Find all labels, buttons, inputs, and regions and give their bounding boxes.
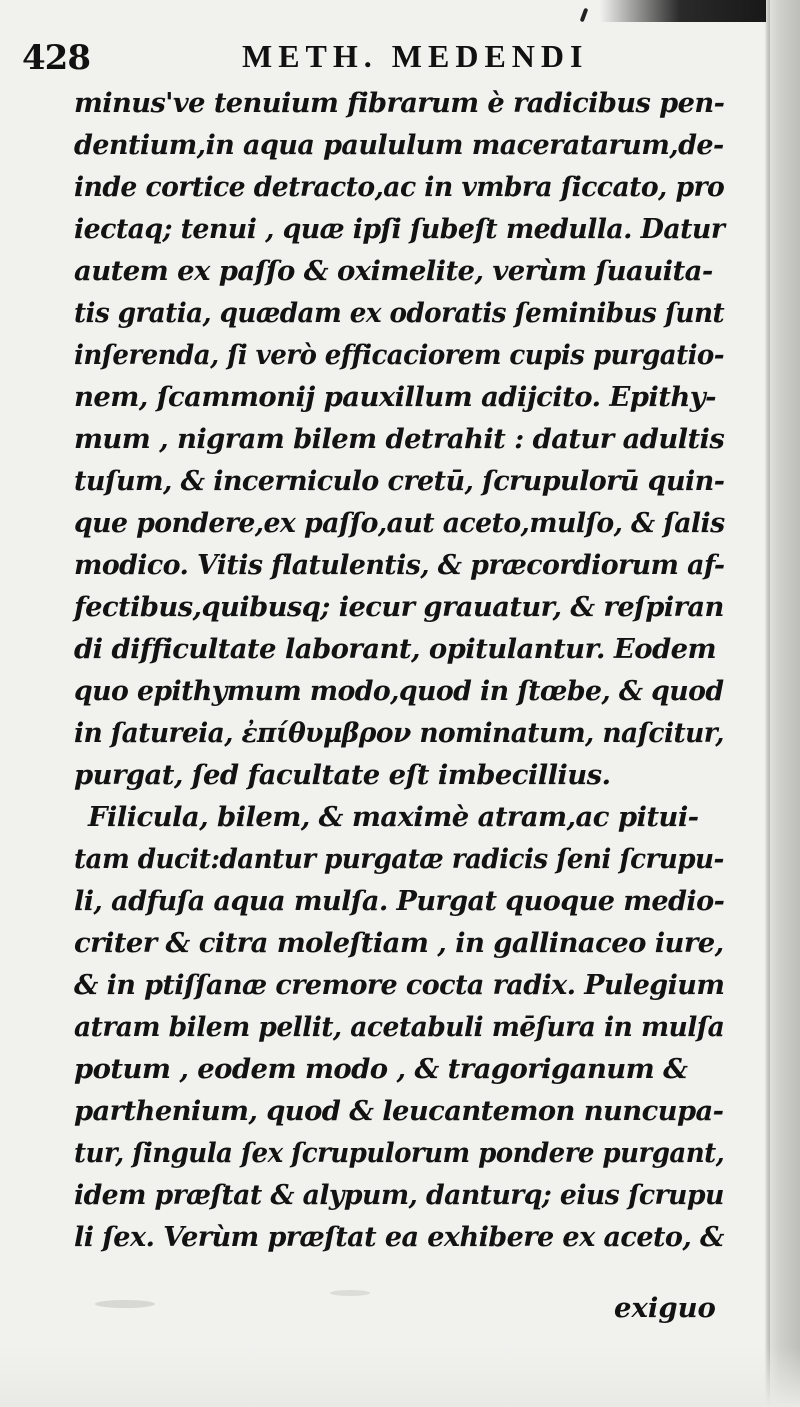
text-line: tam ducit:dantur purgatæ radicis ſeni ſcrupu-	[74, 843, 724, 875]
text-line: criter & citra moleſtiam , in gallinaceo iure,	[74, 927, 724, 959]
page-header	[22, 32, 722, 82]
scan-edge-right	[766, 0, 800, 1407]
page-number: 428	[22, 38, 90, 78]
running-head: METH. MEDENDI	[242, 38, 589, 74]
text-line: minus've tenuium fibrarum è radicibus pen-	[74, 87, 725, 119]
text-line: purgat, ſed facultate eſt imbecillius.	[74, 759, 611, 791]
text-line: autem ex paſſo & oximelite, verùm ſuauita-	[74, 255, 713, 287]
text-line: li, adfuſa aqua mulſa. Purgat quoque medio-	[74, 885, 725, 917]
paragraph-start-line: Filicula, bilem, & maximè atram,ac pitui-	[88, 801, 699, 833]
text-line: li ſex. Verùm præſtat ea exhibere ex aceto, &	[74, 1221, 724, 1253]
text-line: dentium,in aqua paululum maceratarum,de-	[74, 129, 724, 161]
text-line: tis gratia, quædam ex odoratis ſeminibus ſunt	[74, 297, 725, 329]
paper-speck	[95, 1300, 155, 1308]
text-line: di difficultate laborant, opitulantur. Eodem	[74, 633, 717, 665]
paper-speck	[330, 1290, 370, 1296]
scan-edge-shadow	[764, 0, 770, 1407]
text-line: atram bilem pellit, acetabuli mēſura in mulſa	[74, 1011, 725, 1043]
text-line: nem, ſcammonij pauxillum adijcito. Epithy-	[74, 381, 716, 413]
text-line: modico. Vitis flatulentis, & præcordiorum af-	[74, 549, 725, 581]
text-line: tur, ſingula ſex ſcrupulorum pondere purgant,	[74, 1137, 725, 1169]
catchword: exiguo	[614, 1292, 716, 1324]
text-line: & in ptiſſanæ cremore cocta radix. Pulegium	[74, 969, 725, 1001]
margin-mark	[580, 8, 589, 23]
body-text	[74, 82, 724, 1258]
text-line: iectaq; tenui , quæ ipſi ſubeſt medulla. Datur	[74, 213, 725, 245]
text-line: parthenium, quod & leucantemon nuncupa-	[74, 1095, 724, 1127]
text-line: inſerenda, ſi verò efficaciorem cupis purgatio-	[74, 339, 725, 371]
text-line: inde cortice detracto,ac in vmbra ſiccato, pro	[74, 171, 725, 203]
text-line: potum , eodem modo , & tragoriganum &	[74, 1053, 688, 1085]
text-line: mum , nigram bilem detrahit : datur adultis	[74, 423, 725, 455]
text-line: fectibus,quibusq; iecur grauatur, & reſpiran	[74, 591, 724, 623]
scan-edge-bottom	[0, 1347, 800, 1407]
text-line: idem præſtat & alypum, danturq; eius ſcrupu	[74, 1179, 724, 1211]
text-line: quo epithymum modo,quod in ſtœbe, & quod	[74, 675, 724, 707]
text-line: tuſum, & incerniculo cretū, ſcrupulorū quin-	[74, 465, 725, 497]
text-line: que pondere,ex paſſo,aut aceto,mulſo, & ſalis	[74, 507, 725, 539]
text-line: in ſatureia, ἐπίθυμβρον nominatum, naſcitur,	[74, 717, 724, 749]
